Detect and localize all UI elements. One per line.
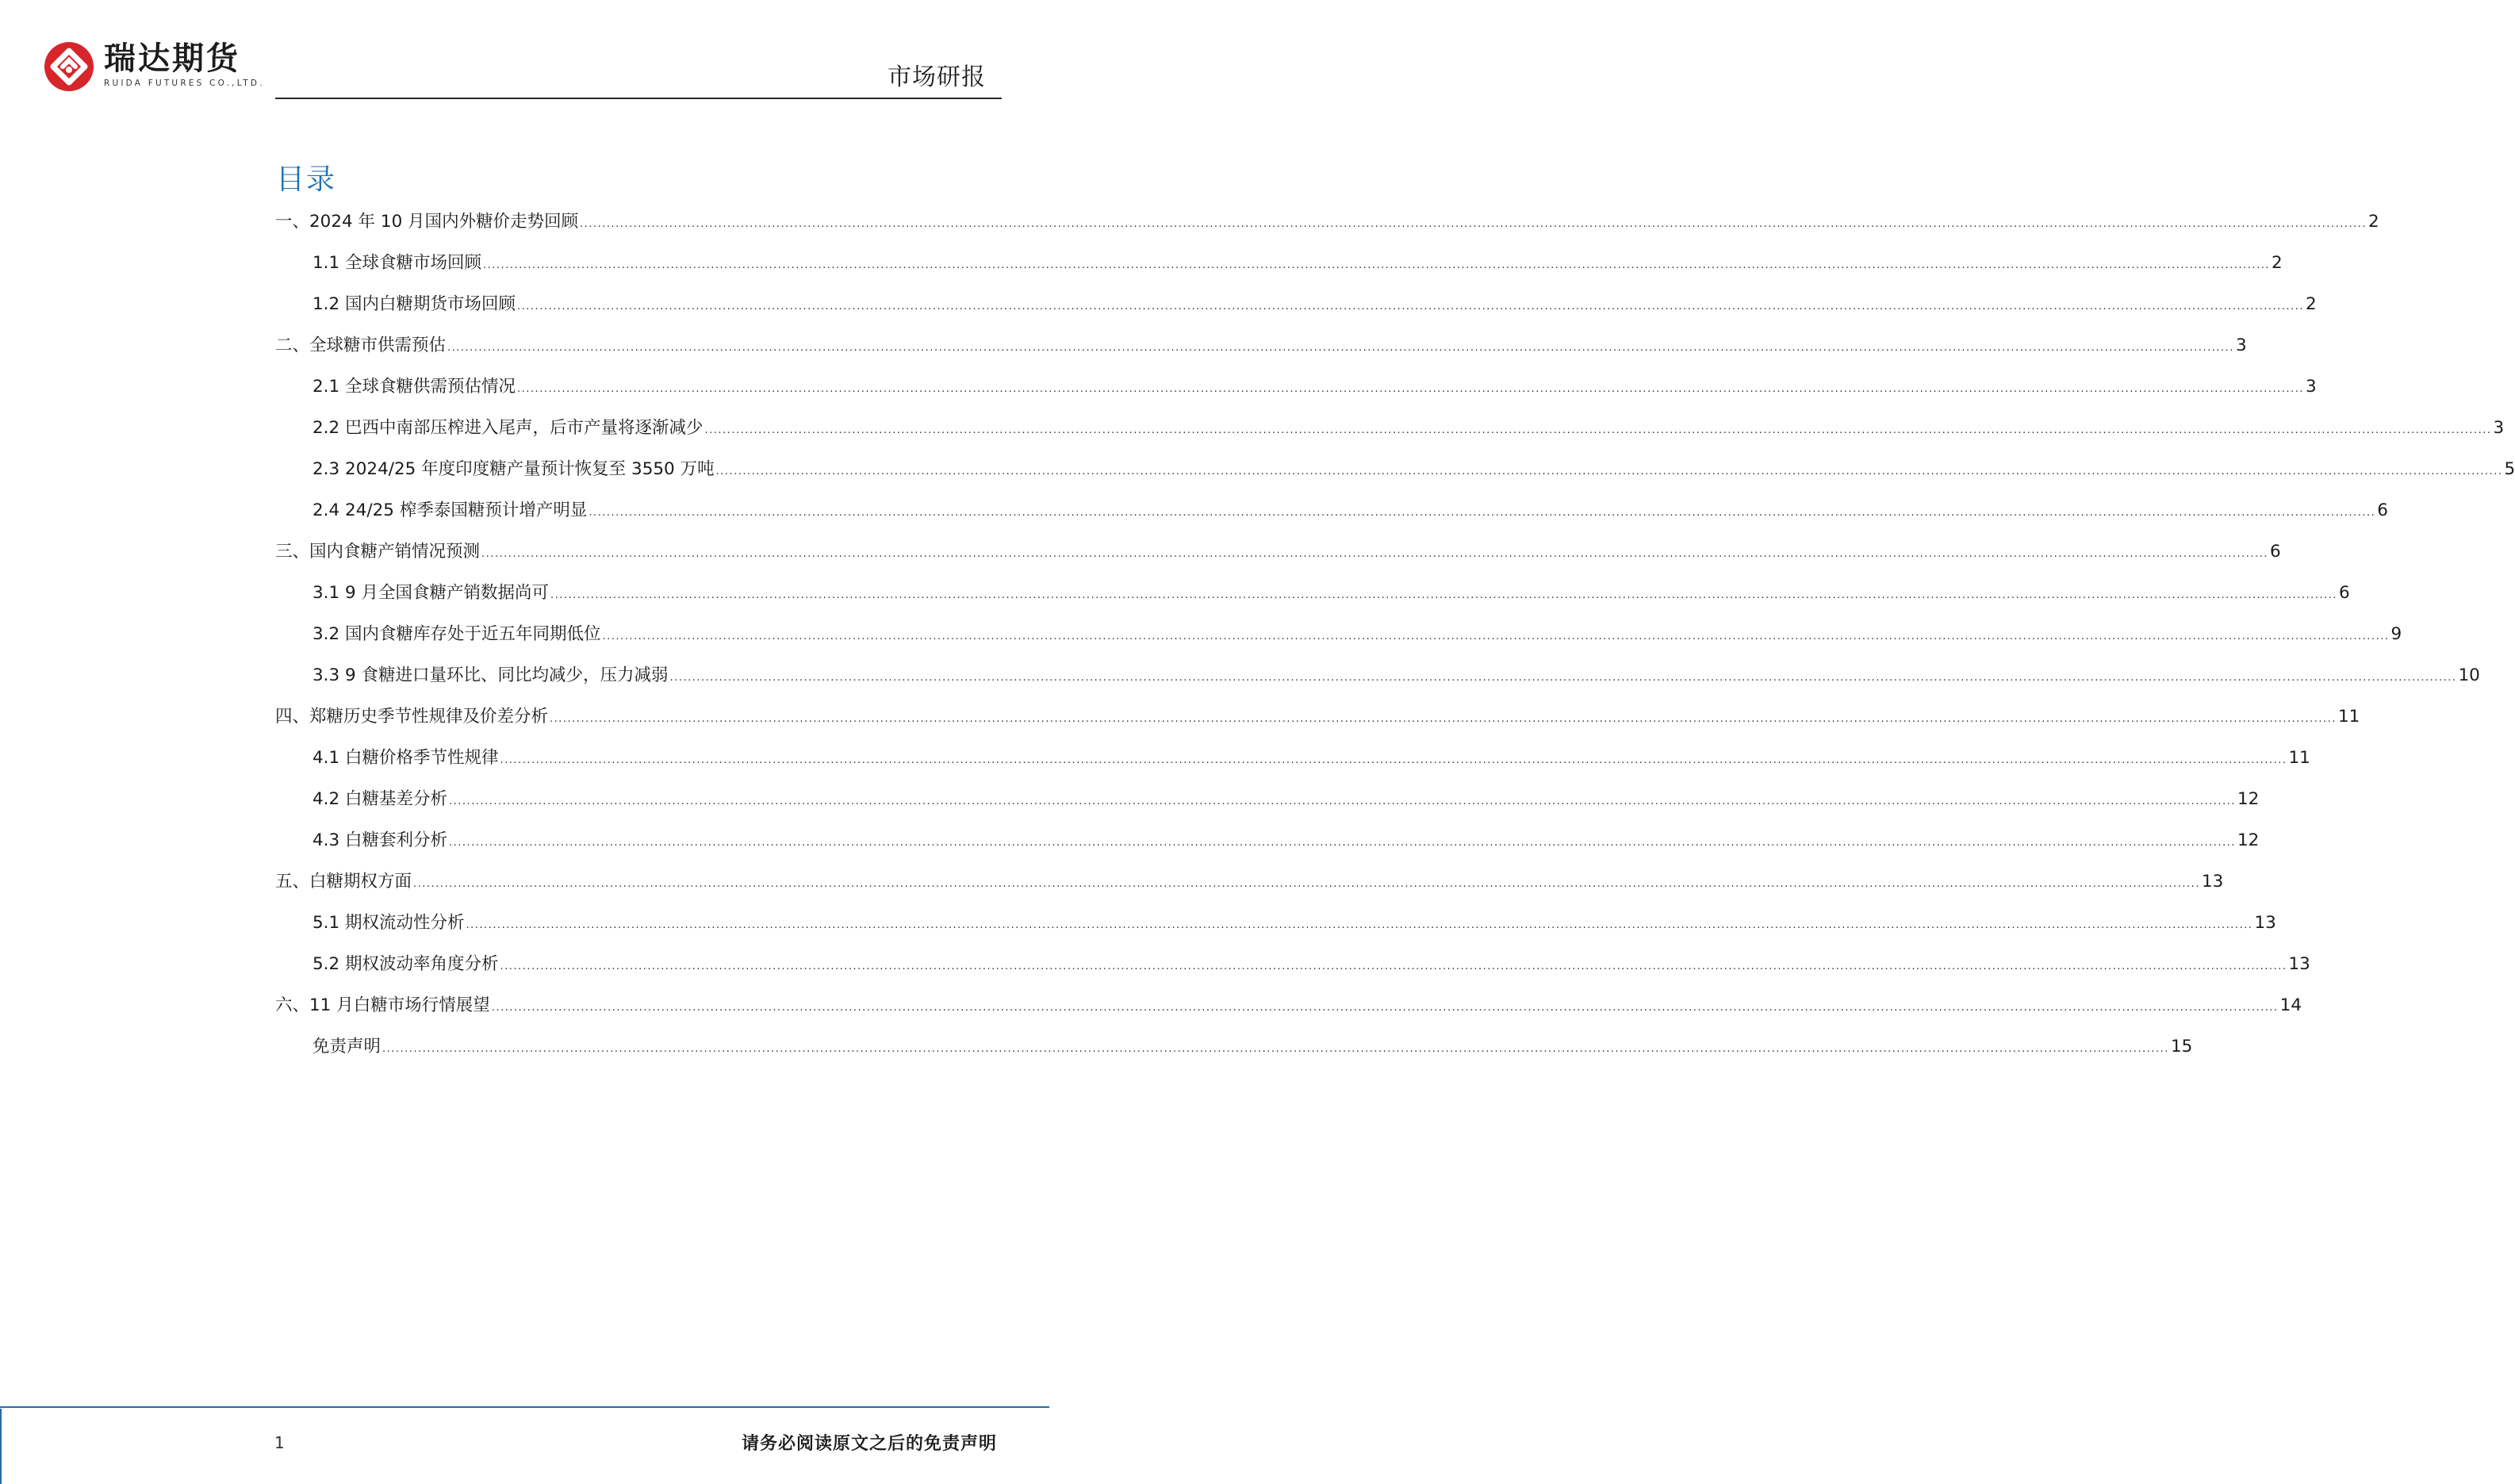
toc-leader-dots: ................................................................................................................................................................................................................................................................................................................................................................................................................ — [580, 218, 2367, 230]
header-divider — [275, 98, 1002, 99]
toc-entry[interactable] — [275, 538, 2281, 579]
toc-entry-page: 2 — [2368, 212, 2379, 232]
toc-entry-label: 5.2 期权波动率角度分析 — [312, 954, 499, 974]
toc-entry-page: 2 — [2271, 253, 2283, 273]
toc-entry-label: 1.2 国内白糖期货市场回顾 — [312, 294, 516, 314]
toc-leader-dots: ................................................................................................................................................................................................................................................................................................................................................................................................................ — [500, 961, 2287, 972]
toc-entry-page: 6 — [2377, 500, 2388, 520]
footer-divider — [0, 1406, 1049, 1408]
toc-leader-dots: ................................................................................................................................................................................................................................................................................................................................................................................................................ — [449, 837, 2236, 849]
toc-entry-label: 2.1 全球食糖供需预估情况 — [312, 377, 516, 397]
toc-leader-dots: ................................................................................................................................................................................................................................................................................................................................................................................................................ — [491, 1002, 2279, 1014]
toc-entry[interactable] — [275, 1033, 2193, 1074]
toc-leader-dots: ................................................................................................................................................................................................................................................................................................................................................................................................................ — [550, 589, 2337, 601]
toc-entry-label: 4.3 白糖套利分析 — [312, 830, 448, 850]
toc-entry[interactable] — [275, 249, 2283, 290]
toc-entry-page: 3 — [2493, 418, 2505, 438]
toc-leader-dots: ................................................................................................................................................................................................................................................................................................................................................................................................................ — [413, 878, 2200, 890]
toc-entry-label: 二、全球糖市供需预估 — [275, 336, 447, 355]
toc-entry-label: 2.4 24/25 榨季泰国糖预计增产明显 — [312, 500, 588, 520]
toc-entry[interactable] — [275, 991, 2302, 1033]
toc-entry[interactable] — [275, 703, 2360, 744]
toc-entry[interactable] — [275, 620, 2402, 661]
table-of-contents — [275, 208, 2515, 1074]
toc-entry-page: 14 — [2279, 995, 2302, 1015]
toc-entry-page: 2 — [2305, 294, 2317, 314]
toc-entry[interactable] — [275, 579, 2350, 620]
toc-entry-label: 三、国内食糖产销情况预测 — [275, 542, 481, 562]
toc-entry[interactable] — [275, 868, 2224, 909]
toc-entry-label: 一、2024 年 10 月国内外糖价走势回顾 — [275, 212, 579, 232]
toc-entry[interactable] — [275, 744, 2310, 785]
toc-leader-dots: ................................................................................................................................................................................................................................................................................................................................................................................................................ — [602, 631, 2390, 642]
toc-entry[interactable] — [275, 785, 2260, 826]
toc-entry-label: 5.1 期权流动性分析 — [312, 913, 465, 933]
toc-leader-dots: ................................................................................................................................................................................................................................................................................................................................................................................................................ — [500, 754, 2287, 766]
toc-entry[interactable] — [275, 826, 2260, 868]
toc-entry[interactable] — [275, 661, 2480, 703]
toc-entry-page: 13 — [2201, 872, 2224, 892]
toc-entry-page: 11 — [2288, 748, 2310, 768]
footer-left-border — [0, 1409, 2, 1484]
company-logo — [42, 40, 265, 95]
toc-title: 目录 — [276, 163, 337, 196]
toc-entry[interactable] — [275, 950, 2310, 991]
toc-entry-page: 15 — [2170, 1037, 2193, 1056]
toc-entry-label: 1.1 全球食糖市场回顾 — [312, 253, 482, 273]
toc-leader-dots: ................................................................................................................................................................................................................................................................................................................................................................................................................ — [588, 507, 2376, 519]
toc-entry-page: 13 — [2288, 954, 2310, 974]
toc-leader-dots: ................................................................................................................................................................................................................................................................................................................................................................................................................ — [382, 1043, 2169, 1055]
toc-entry-label: 3.3 9 食糖进口量环比、同比均减少，压力减弱 — [312, 665, 669, 685]
toc-entry-page: 11 — [2337, 707, 2360, 727]
ruida-logo-icon — [42, 40, 96, 94]
toc-entry-page: 9 — [2390, 624, 2402, 644]
toc-entry-page: 6 — [2338, 583, 2350, 603]
toc-entry-label: 2.2 巴西中南部压榨进入尾声，后市产量将逐渐减少 — [312, 418, 704, 438]
toc-entry[interactable] — [275, 332, 2247, 373]
toc-leader-dots: ................................................................................................................................................................................................................................................................................................................................................................................................................ — [669, 672, 2457, 684]
toc-entry[interactable] — [275, 414, 2505, 455]
toc-entry-label: 六、11 月白糖市场行情展望 — [275, 995, 490, 1015]
toc-leader-dots: ................................................................................................................................................................................................................................................................................................................................................................................................................ — [517, 383, 2304, 395]
toc-leader-dots: ................................................................................................................................................................................................................................................................................................................................................................................................................ — [550, 713, 2337, 725]
toc-leader-dots: ................................................................................................................................................................................................................................................................................................................................................................................................................ — [466, 919, 2253, 931]
toc-entry[interactable] — [275, 909, 2276, 950]
page-number: 1 — [274, 1433, 285, 1452]
toc-leader-dots: ................................................................................................................................................................................................................................................................................................................................................................................................................ — [715, 466, 2503, 477]
toc-entry[interactable] — [275, 455, 2515, 497]
toc-leader-dots: ................................................................................................................................................................................................................................................................................................................................................................................................................ — [704, 424, 2492, 436]
toc-entry-page: 5 — [2504, 459, 2515, 479]
toc-entry-label: 4.2 白糖基差分析 — [312, 789, 448, 809]
report-type-label: 市场研报 — [888, 63, 986, 91]
toc-entry-page: 10 — [2458, 665, 2480, 685]
toc-entry[interactable] — [275, 497, 2388, 538]
toc-entry-label: 4.1 白糖价格季节性规律 — [312, 748, 499, 768]
toc-entry[interactable] — [275, 290, 2317, 332]
toc-entry-page: 3 — [2305, 377, 2317, 397]
toc-entry-page: 12 — [2237, 830, 2260, 850]
toc-entry[interactable] — [275, 373, 2317, 414]
toc-leader-dots: ................................................................................................................................................................................................................................................................................................................................................................................................................ — [447, 342, 2234, 354]
toc-entry-page: 3 — [2235, 336, 2247, 355]
toc-entry-label: 2.3 2024/25 年度印度糖产量预计恢复至 3550 万吨 — [312, 459, 715, 479]
toc-entry-label: 免责声明 — [312, 1037, 381, 1056]
disclaimer-note: 请务必阅读原文之后的免责声明 — [741, 1434, 997, 1454]
logo-name-en: RUIDA FUTURES CO.,LTD. — [104, 79, 265, 88]
toc-leader-dots: ................................................................................................................................................................................................................................................................................................................................................................................................................ — [449, 796, 2236, 807]
toc-entry-page: 12 — [2237, 789, 2260, 809]
toc-entry-page: 13 — [2254, 913, 2276, 933]
toc-entry[interactable] — [275, 208, 2379, 249]
toc-leader-dots: ................................................................................................................................................................................................................................................................................................................................................................................................................ — [483, 259, 2270, 271]
toc-entry-label: 3.2 国内食糖库存处于近五年同期低位 — [312, 624, 601, 644]
logo-name-cn: 瑞达期货 — [104, 40, 240, 77]
toc-leader-dots: ................................................................................................................................................................................................................................................................................................................................................................................................................ — [481, 548, 2268, 560]
toc-leader-dots: ................................................................................................................................................................................................................................................................................................................................................................................................................ — [517, 301, 2304, 313]
toc-entry-label: 四、郑糖历史季节性规律及价差分析 — [275, 707, 549, 727]
toc-entry-label: 3.1 9 月全国食糖产销数据尚可 — [312, 583, 550, 603]
toc-entry-label: 五、白糖期权方面 — [275, 872, 412, 892]
toc-entry-page: 6 — [2269, 542, 2281, 562]
